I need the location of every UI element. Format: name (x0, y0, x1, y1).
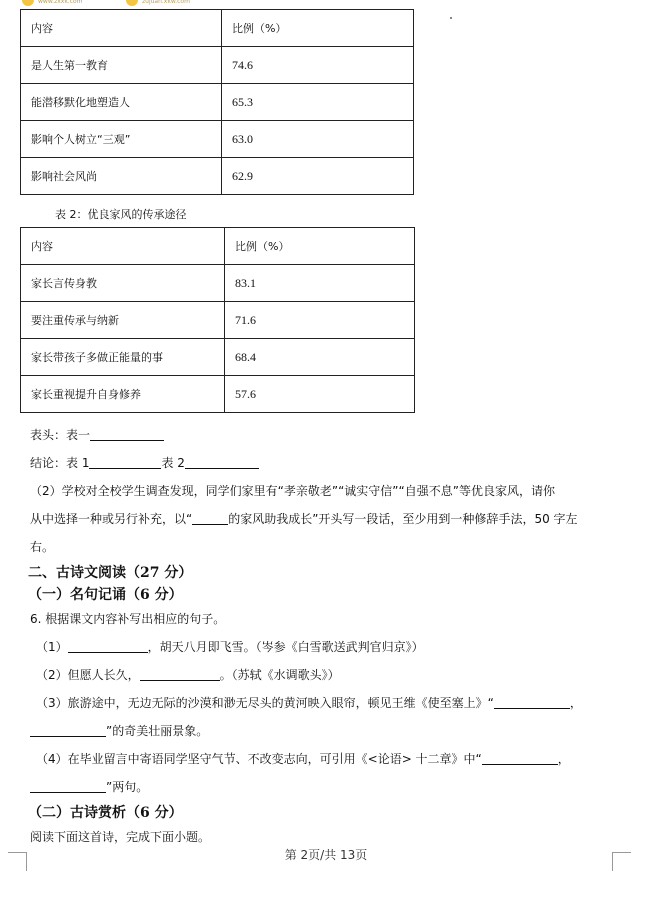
answer-blank[interactable] (30, 780, 106, 793)
table-cell: 65.3 (222, 84, 414, 121)
table-cell: 83.1 (225, 265, 415, 302)
table-cell: 家长带孩子多做正能量的事 (21, 339, 225, 376)
subsection-heading: （一）名句记诵（6 分） (28, 587, 183, 603)
table-header-cell: 内容 (21, 228, 225, 265)
answer-blank[interactable] (30, 724, 106, 737)
answer-blank[interactable] (140, 668, 220, 681)
answer-blank[interactable] (90, 428, 164, 441)
poetry-text: ， (569, 696, 582, 710)
question-2-text: 从中选择一种或另行补充，以“ (30, 512, 193, 526)
poetry-item-4-cont (30, 778, 148, 795)
table-cell: 57.6 (225, 376, 415, 413)
table-cell: 68.4 (225, 339, 415, 376)
scan-speck (450, 17, 452, 19)
table-2 (20, 227, 415, 413)
table-title-answer-line (30, 426, 164, 443)
table-cell: 是人生第一教育 (21, 47, 222, 84)
poetry-text: （3）旅游途中，无边无际的沙漠和渺无尽头的黄河映入眼帘，顿见王维《使至塞上》“ (36, 696, 494, 710)
subsection-heading: （二）古诗赏析（6 分） (28, 805, 183, 821)
table-cell: 62.9 (222, 158, 414, 195)
poetry-item-1 (36, 638, 424, 655)
question-2-line-1: （2）学校对全校学生调查发现，同学们家里有“孝亲敬老”“诚实守信”“自强不息”等优良家风，请你 (30, 484, 555, 498)
poetry-item-2 (36, 666, 340, 683)
poetry-text: （4）在毕业留言中寄语同学坚守气节、不改变志向，可引用《<论语> 十二章》中“ (36, 752, 482, 766)
question-2-text: 的家风助我成长”开头写一段话，至少用到一种修辞手法，50 字左 (228, 512, 578, 526)
answer-blank[interactable] (482, 752, 558, 765)
table-1 (20, 9, 414, 195)
poetry-text: ， (557, 752, 570, 766)
table-cell: 家长言传身教 (21, 265, 225, 302)
poetry-text: 。（苏轼《水调歌头》） (219, 668, 340, 682)
poetry-item-3-cont (30, 722, 208, 739)
question-6: 6. 根据课文内容补写出相应的句子。 (30, 612, 226, 626)
table-row (21, 339, 415, 376)
table-row (21, 158, 414, 195)
table-cell: 能潜移默化地塑造人 (21, 84, 222, 121)
table-cell: 71.6 (225, 302, 415, 339)
page-footer: 第 2页/共 13页 (284, 848, 368, 862)
watermark-logo (22, 0, 212, 6)
table-cell: 要注重传承与纳新 (21, 302, 225, 339)
table-row (21, 302, 415, 339)
table-row (21, 265, 415, 302)
answer-blank[interactable] (494, 696, 570, 709)
conclusion-answer-line (30, 454, 259, 471)
question-2-line-3: 右。 (30, 540, 55, 554)
table-2-caption: 表 2：优良家风的传承途径 (55, 208, 187, 221)
logo-text: www.zxxk.com (38, 0, 83, 5)
table-row (21, 84, 414, 121)
poetry-item-4 (36, 750, 570, 767)
answer-blank[interactable] (185, 456, 259, 469)
poetry-text: ，胡天八月即飞雪。（岑参《白雪歌送武判官归京》） (147, 640, 424, 654)
biaotou-label: 表头：表一 (30, 428, 91, 442)
question-2-line-2 (30, 510, 578, 527)
section-heading: 二、古诗文阅读（27 分） (28, 565, 193, 581)
table-cell: 影响个人树立“三观” (21, 121, 222, 158)
table-cell: 家长重视提升自身修养 (21, 376, 225, 413)
table-header-cell: 比例（%） (222, 10, 414, 47)
table-header-row (21, 228, 415, 265)
table-header-cell: 内容 (21, 10, 222, 47)
table-cell: 74.6 (222, 47, 414, 84)
answer-blank[interactable] (192, 512, 228, 525)
poetry-text: ”的奇美壮丽景象。 (106, 724, 209, 738)
reading-instruction: 阅读下面这首诗，完成下面小题。 (30, 830, 211, 844)
poetry-text: （2）但愿人长久， (36, 668, 140, 682)
logo-circle-icon (126, 0, 138, 6)
table-row (21, 121, 414, 158)
poetry-item-3 (36, 694, 582, 711)
logo-circle-icon (22, 0, 34, 6)
poetry-text: （1） (36, 640, 68, 654)
conclusion-label-2: 表 2 (161, 456, 185, 470)
table-row (21, 376, 415, 413)
table-cell: 63.0 (222, 121, 414, 158)
table-row (21, 47, 414, 84)
table-header-row (21, 10, 414, 47)
answer-blank[interactable] (89, 456, 161, 469)
answer-blank[interactable] (68, 640, 148, 653)
table-header-cell: 比例（%） (225, 228, 415, 265)
logo-text: zujuan.xkw.com (142, 0, 190, 5)
table-cell: 影响社会风尚 (21, 158, 222, 195)
conclusion-label-1: 结论：表 1 (30, 456, 90, 470)
poetry-text: ”两句。 (106, 780, 149, 794)
